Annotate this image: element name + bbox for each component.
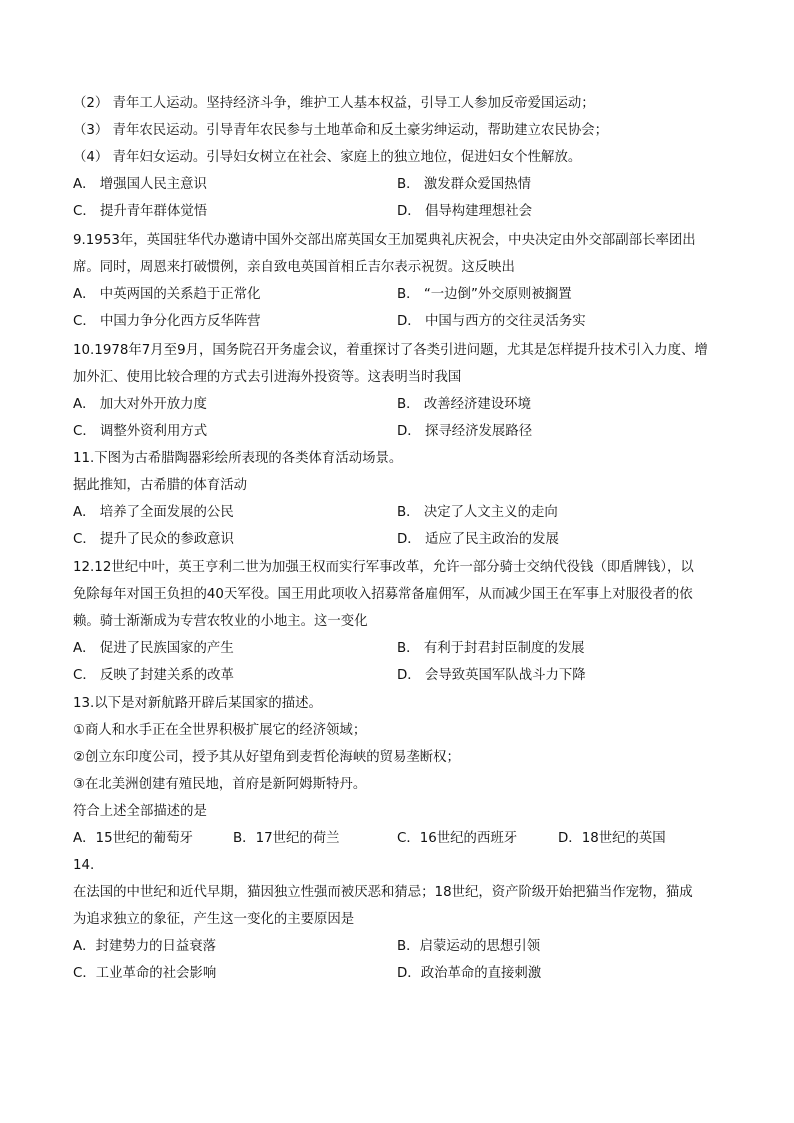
q11-option-d: D． 适应了民主政治的发展: [397, 532, 559, 547]
q9-option-c: C． 中国力争分化西方反华阵营: [73, 314, 261, 329]
q11-stem-line-1: 11.下图为古希腊陶器彩绘所表现的各类体育活动场景。: [73, 451, 403, 466]
q11-option-a: A． 培养了全面发展的公民: [73, 505, 234, 520]
q13-stem-line-2: 符合上述全部描述的是: [73, 804, 207, 819]
q13-option-d: D．18世纪的英国: [558, 831, 666, 846]
q8-option-a: A． 增强国人民主意识: [73, 177, 207, 192]
q11-option-c: C． 提升了民众的参政意识: [73, 532, 234, 547]
q9-stem-line-2: 席。同时，周恩来打破惯例，亲自致电英国首相丘吉尔表示祝贺。这反映出: [73, 260, 515, 275]
q13-statement-3: ③在北美洲创建有殖民地，首府是新阿姆斯特丹。: [73, 777, 367, 792]
q8-option-c: C． 提升青年群体觉悟: [73, 204, 208, 219]
q12-option-a: A． 促进了民族国家的产生: [73, 641, 234, 656]
q14-option-c: C．工业革命的社会影响: [73, 966, 217, 981]
q12-option-d: D． 会导致英国军队战斗力下降: [397, 668, 586, 683]
q12-option-c: C． 反映了封建关系的改革: [73, 668, 234, 683]
q10-stem-line-2: 加外汇、使用比较合理的方式去引进海外投资等。这表明当时我国: [73, 370, 462, 385]
q8-option-b: B． 激发群众爱国热情: [397, 177, 531, 192]
q13-stem-line-1: 13.以下是对新航路开辟后某国家的描述。: [73, 696, 322, 711]
q13-statement-2: ②创立东印度公司，授予其从好望角到麦哲伦海峡的贸易垄断权；: [73, 750, 460, 765]
q9-option-b: B． “一边倒”外交原则被搁置: [397, 287, 572, 302]
q14-option-d: D．政治革命的直接刺激: [397, 966, 542, 981]
q11-stem-line-2: 据此推知，古希腊的体育活动: [73, 478, 248, 493]
q12-option-b: B． 有利于封君封臣制度的发展: [397, 641, 585, 656]
q10-option-b: B． 改善经济建设环境: [397, 397, 531, 412]
q10-option-d: D． 探寻经济发展路径: [397, 424, 533, 439]
q12-stem-line-2: 免除每年对国王负担的40天军役。国王用此项收入招募常备雇佣军，从而减少国王在军事上对服役者的依: [73, 587, 693, 602]
q11-option-b: B． 决定了人文主义的走向: [397, 505, 558, 520]
q10-option-a: A． 加大对外开放力度: [73, 397, 207, 412]
q12-stem-line-1: 12.12世纪中叶，英王亨利二世为加强王权而实行军事改革，允许一部分骑士交纳代役钱（即盾牌钱），以: [73, 560, 694, 575]
q12-stem-line-3: 赖。骑士渐渐成为专营农牧业的小地主。这一变化: [73, 614, 368, 629]
q13-option-a: A．15世纪的葡萄牙: [73, 831, 193, 846]
q14-option-a: A．封建势力的日益衰落: [73, 939, 217, 954]
q14-stem-line-2: 为追求独立的象征，产生这一变化的主要原因是: [73, 912, 355, 927]
q14-stem-line-1: 在法国的中世纪和近代早期，猫因独立性强而被厌恶和猜忌；18世纪，资产阶级开始把猫当作宠物，猫成: [73, 885, 693, 900]
q8-item-4: （4） 青年妇女运动。引导妇女树立在社会、家庭上的独立地位，促进妇女个性解放。: [73, 150, 582, 165]
q13-statement-1: ①商人和水手正在全世界积极扩展它的经济领域；: [73, 723, 367, 738]
q14-number: 14.: [73, 858, 95, 873]
q10-option-c: C． 调整外资利用方式: [73, 424, 208, 439]
q9-option-a: A． 中英两国的关系趋于正常化: [73, 287, 261, 302]
q8-option-d: D． 倡导构建理想社会: [397, 204, 533, 219]
q9-option-d: D． 中国与西方的交往灵活务实: [397, 314, 586, 329]
q9-stem-line-1: 9.1953年，英国驻华代办邀请中国外交部出席英国女王加冕典礼庆祝会，中央决定由外交部副部长率团出: [73, 233, 696, 248]
q14-option-b: B．启蒙运动的思想引领: [397, 939, 541, 954]
q13-option-c: C．16世纪的西班牙: [397, 831, 518, 846]
q8-item-3: （3） 青年农民运动。引导青年农民参与土地革命和反土豪劣绅运动，帮助建立农民协会；: [73, 123, 609, 138]
q13-option-b: B．17世纪的荷兰: [233, 831, 340, 846]
q8-item-2: （2） 青年工人运动。坚持经济斗争，维护工人基本权益，引导工人参加反帝爱国运动；: [73, 96, 595, 111]
q10-stem-line-1: 10.1978年7月至9月，国务院召开务虚会议，着重探讨了各类引进问题，尤其是怎样提升技术引入力度、增: [73, 343, 708, 358]
